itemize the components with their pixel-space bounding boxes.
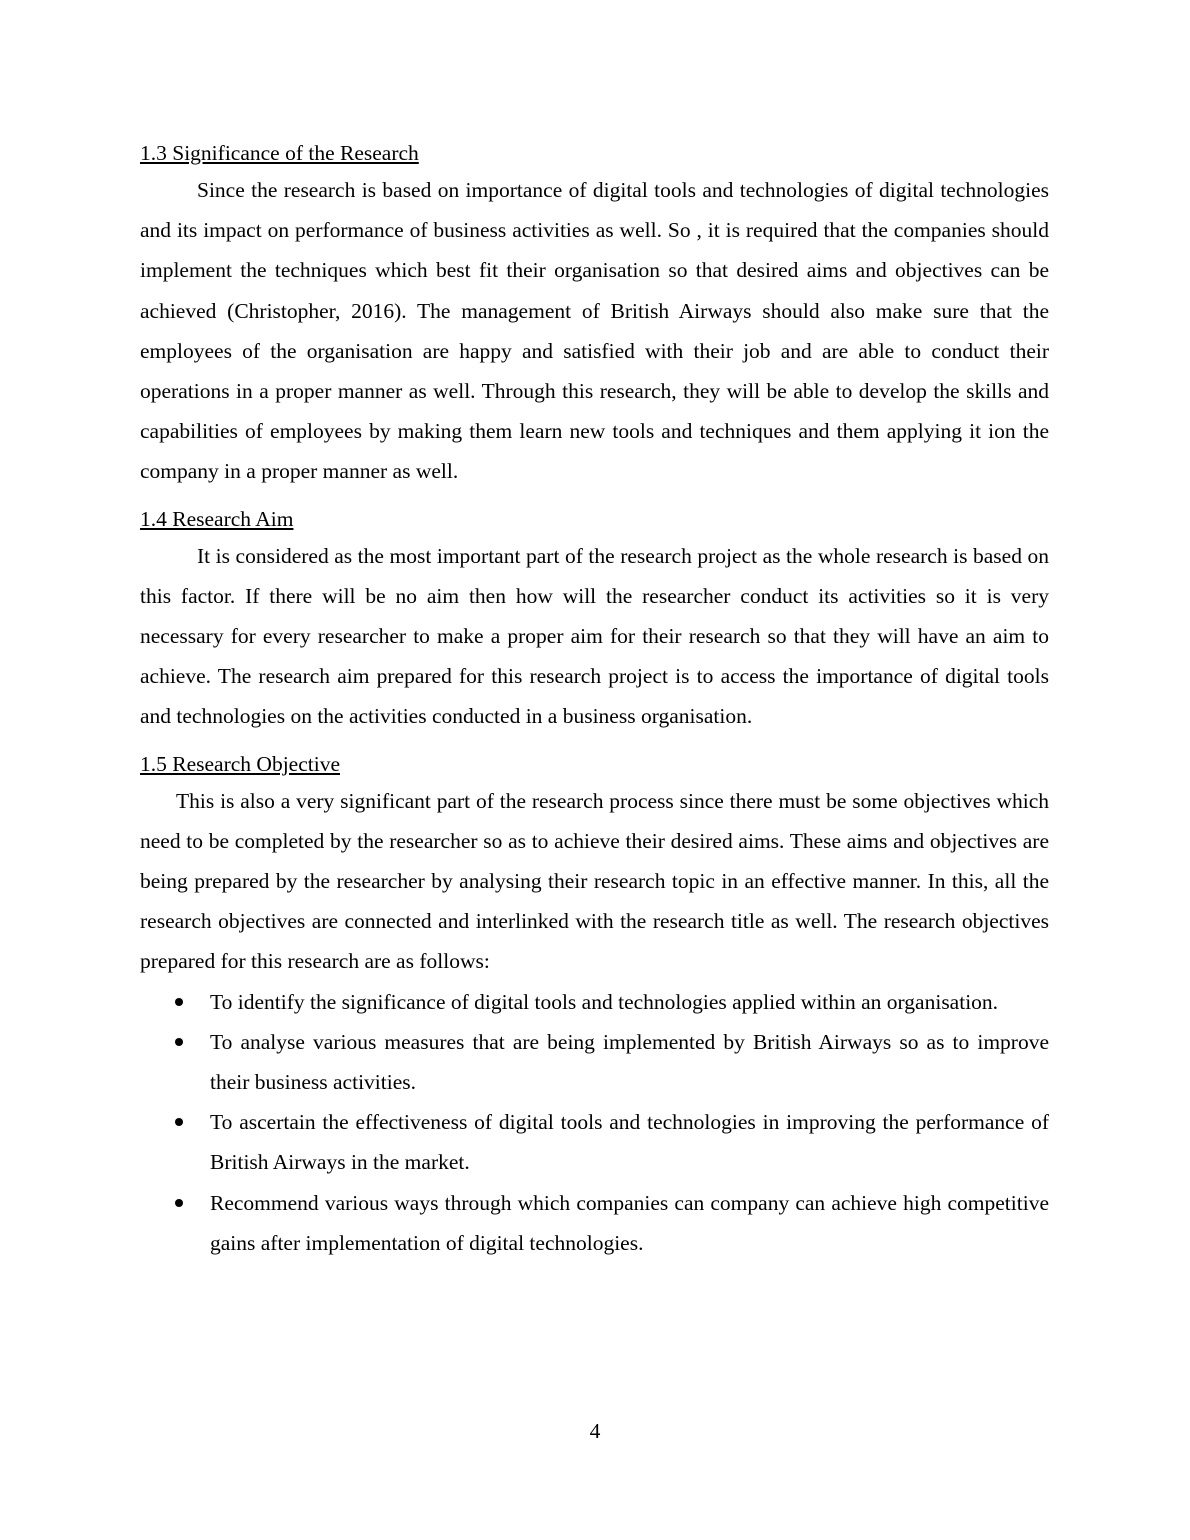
section-heading-significance: 1.3 Significance of the Research <box>140 141 419 165</box>
paragraph-research-aim: It is considered as the most important part of the research project as the whole research is based on this factor. If there will be no aim then how will the researcher conduct its activities so it is very necessary for every researcher to make a proper aim for their research so that they will have an aim to achieve. The research aim prepared for this research project is to access the importance of digital tools and technologies on the activities conducted in a business organisation. <box>140 543 1049 729</box>
list-item-text: To identify the significance of digital tools and technologies applied within an organisation. <box>210 989 999 1014</box>
section-heading-research-aim: 1.4 Research Aim <box>140 506 294 531</box>
bullet-icon <box>175 1199 183 1207</box>
bullet-icon <box>175 1118 183 1126</box>
list-item-text: Recommend various ways through which companies can company can achieve high competitive gains after implementation of digital technologies. <box>210 1190 1049 1255</box>
list-item-text: To ascertain the effectiveness of digital tools and technologies in improving the performance of British Airways in the market. <box>210 1110 1049 1175</box>
objectives-list <box>140 982 1049 1263</box>
list-item <box>140 1183 1049 1263</box>
list-item <box>140 1022 1049 1102</box>
list-item <box>140 982 1049 1022</box>
section-heading-research-objective: 1.5 Research Objective <box>140 751 340 776</box>
paragraph-research-objective: This is also a very significant part of the research process since there must be some objectives which need to be completed by the researcher so as to achieve their desired aims. These aims and objectives are being prepared by the researcher by analysing their research topic in an effective manner. In this, all the research objectives are connected and interlinked with the research title as well. The research objectives prepared for this research are as follows: <box>140 788 1049 974</box>
bullet-icon <box>175 1038 183 1046</box>
list-item <box>140 1102 1049 1182</box>
paragraph-significance: Since the research is based on importance of digital tools and technologies of digital technologies and its impact on performance of business activities as well. So , it is required that the companies should implement the techniques which best fit their organisation so that desired aims and objectives can be achieved (Christopher, 2016). The management of British Airways should also make sure that the employees of the organisation are happy and satisfied with their job and are able to conduct their operations in a proper manner as well. Through this research, they will be able to develop the skills and capabilities of employees by making them learn new tools and techniques and them applying it ion the company in a proper manner as well. <box>140 178 1049 484</box>
document-page <box>140 137 1049 1263</box>
page-number: 4 <box>589 1419 601 1443</box>
bullet-icon <box>175 998 183 1006</box>
list-item-text: To analyse various measures that are being implemented by British Airways so as to improve their business activities. <box>210 1029 1049 1095</box>
